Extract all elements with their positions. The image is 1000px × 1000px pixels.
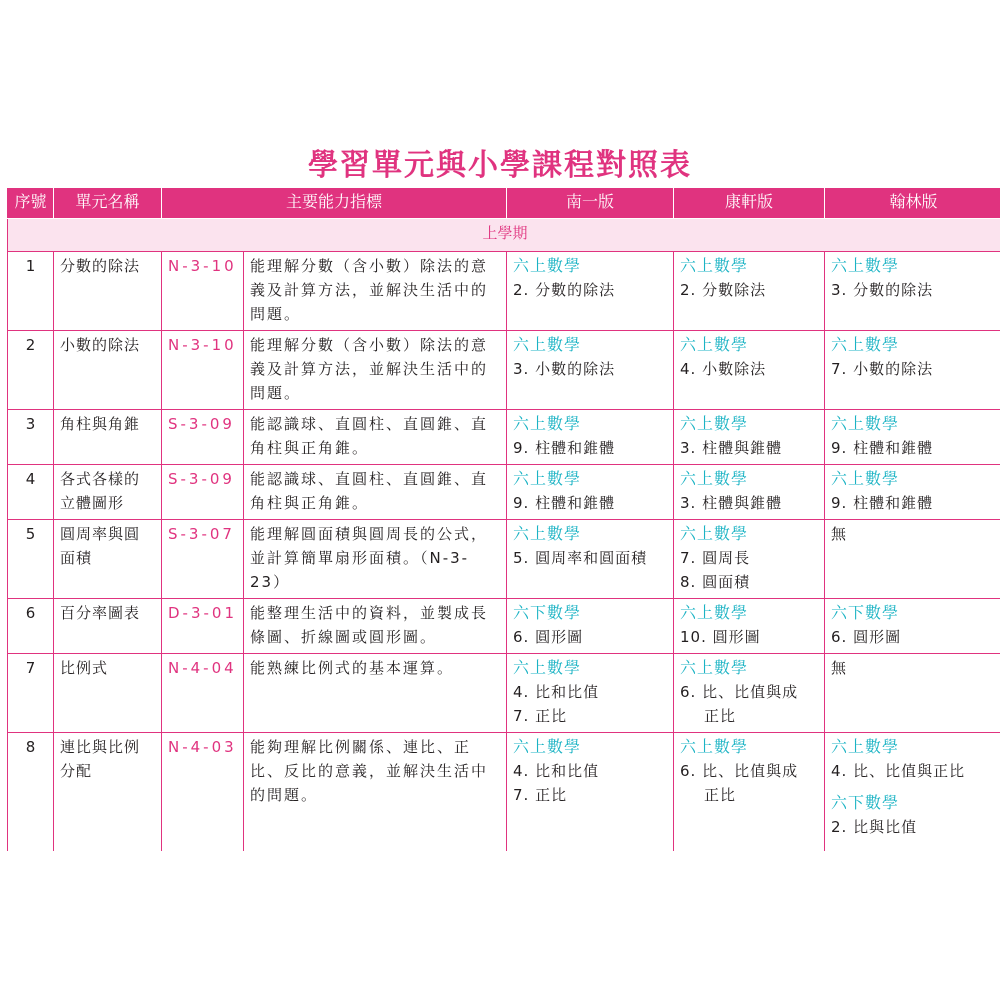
indicator-text: 能認識球、直圓柱、直圓錐、直角柱與正角錐。 <box>244 410 507 465</box>
textbook-nanyi <box>507 654 674 733</box>
chapter-item: 6. 比、比值與成 <box>680 762 799 780</box>
header-hanlin: 翰林版 <box>825 188 1000 219</box>
table-row <box>8 252 1000 331</box>
indicator-text: 能理解圓面積與圓周長的公式，並計算簡單扇形面積。（N-3-23） <box>244 520 507 599</box>
grade-label: 六上數學 <box>513 737 582 756</box>
grade-label: 六上數學 <box>680 469 749 488</box>
grade-label: 六上數學 <box>831 737 900 756</box>
table-row <box>8 331 1000 410</box>
indicator-code: S-3-09 <box>162 410 244 465</box>
table-row <box>8 599 1000 654</box>
grade-label: 六上數學 <box>680 524 749 543</box>
unit-name: 各式各樣的立體圖形 <box>54 465 162 520</box>
header-unit: 單元名稱 <box>54 188 162 219</box>
chapter-item: 9. 柱體和錐體 <box>513 439 616 457</box>
chapter-item: 6. 比、比值與成 <box>680 683 799 701</box>
row-number: 4 <box>8 465 54 520</box>
unit-name: 角柱與角錐 <box>54 410 162 465</box>
curriculum-table <box>7 187 1000 851</box>
textbook-hanlin <box>825 410 1000 465</box>
textbook-nanyi <box>507 599 674 654</box>
chapter-item: 3. 柱體與錐體 <box>680 494 783 512</box>
textbook-nanyi <box>507 465 674 520</box>
grade-label: 六上數學 <box>680 603 749 622</box>
unit-name: 比例式 <box>54 654 162 733</box>
chapter-item: 9. 柱體和錐體 <box>831 494 934 512</box>
table-row <box>8 465 1000 520</box>
indicator-code: N-4-03 <box>162 733 244 852</box>
grade-label: 六下數學 <box>831 793 900 812</box>
chapter-item: 無 <box>831 659 848 677</box>
grade-label: 六上數學 <box>513 524 582 543</box>
chapter-item: 2. 分數的除法 <box>513 281 616 299</box>
chapter-item: 正比 <box>704 786 737 804</box>
header-row <box>8 188 1000 219</box>
term-row <box>8 219 1000 252</box>
chapter-item: 10. 圓形圖 <box>680 628 761 646</box>
header-seq: 序號 <box>8 188 54 219</box>
grade-label: 六上數學 <box>513 335 582 354</box>
textbook-hanlin <box>825 520 1000 599</box>
chapter-item: 8. 圓面積 <box>680 573 751 591</box>
textbook-nanyi <box>507 733 674 852</box>
row-number: 3 <box>8 410 54 465</box>
textbook-nanyi <box>507 410 674 465</box>
textbook-kangxuan <box>674 599 825 654</box>
row-number: 2 <box>8 331 54 410</box>
textbook-hanlin <box>825 465 1000 520</box>
textbook-nanyi <box>507 520 674 599</box>
grade-label: 六上數學 <box>513 658 582 677</box>
indicator-text: 能認識球、直圓柱、直圓錐、直角柱與正角錐。 <box>244 465 507 520</box>
chapter-item: 7. 圓周長 <box>680 549 751 567</box>
indicator-text: 能理解分數（含小數）除法的意義及計算方法，並解決生活中的問題。 <box>244 252 507 331</box>
indicator-text: 能整理生活中的資料，並製成長條圖、折線圖或圓形圖。 <box>244 599 507 654</box>
grade-label: 六下數學 <box>831 603 900 622</box>
textbook-hanlin <box>825 599 1000 654</box>
term-label: 上學期 <box>8 219 1000 252</box>
chapter-item: 4. 比和比值 <box>513 683 600 701</box>
page-title: 學習單元與小學課程對照表 <box>308 148 692 183</box>
chapter-item: 正比 <box>704 707 737 725</box>
unit-name: 圓周率與圓面積 <box>54 520 162 599</box>
textbook-kangxuan <box>674 252 825 331</box>
chapter-item: 4. 小數除法 <box>680 360 767 378</box>
indicator-code: N-4-04 <box>162 654 244 733</box>
chapter-item: 6. 圓形圖 <box>513 628 584 646</box>
indicator-code: S-3-07 <box>162 520 244 599</box>
textbook-hanlin <box>825 331 1000 410</box>
row-number: 8 <box>8 733 54 852</box>
textbook-kangxuan <box>674 465 825 520</box>
textbook-hanlin <box>825 252 1000 331</box>
header-indicator: 主要能力指標 <box>162 188 507 219</box>
chapter-item: 7. 正比 <box>513 786 568 804</box>
grade-label: 六上數學 <box>680 414 749 433</box>
textbook-kangxuan <box>674 410 825 465</box>
grade-label: 六上數學 <box>513 414 582 433</box>
chapter-item: 9. 柱體和錐體 <box>513 494 616 512</box>
grade-label: 六上數學 <box>513 469 582 488</box>
indicator-code: N-3-10 <box>162 252 244 331</box>
grade-label: 六上數學 <box>680 737 749 756</box>
unit-name: 小數的除法 <box>54 331 162 410</box>
grade-label: 六上數學 <box>831 469 900 488</box>
indicator-text: 能夠理解比例關係、連比、正比、反比的意義，並解決生活中的問題。 <box>244 733 507 852</box>
unit-name: 百分率圖表 <box>54 599 162 654</box>
indicator-text: 能理解分數（含小數）除法的意義及計算方法，並解決生活中的問題。 <box>244 331 507 410</box>
textbook-kangxuan <box>674 654 825 733</box>
chapter-item: 3. 分數的除法 <box>831 281 934 299</box>
indicator-text: 能熟練比例式的基本運算。 <box>244 654 507 733</box>
indicator-code: N-3-10 <box>162 331 244 410</box>
table-row <box>8 520 1000 599</box>
chapter-item: 6. 圓形圖 <box>831 628 902 646</box>
grade-label: 六上數學 <box>831 256 900 275</box>
table-row <box>8 654 1000 733</box>
textbook-hanlin <box>825 733 1000 852</box>
grade-label: 六上數學 <box>513 256 582 275</box>
row-number: 5 <box>8 520 54 599</box>
textbook-hanlin <box>825 654 1000 733</box>
row-number: 7 <box>8 654 54 733</box>
chapter-item: 7. 正比 <box>513 707 568 725</box>
grade-label: 六上數學 <box>831 414 900 433</box>
chapter-item: 9. 柱體和錐體 <box>831 439 934 457</box>
chapter-item: 4. 比、比值與正比 <box>831 762 966 780</box>
indicator-code: D-3-01 <box>162 599 244 654</box>
textbook-nanyi <box>507 252 674 331</box>
chapter-item: 無 <box>831 525 848 543</box>
chapter-item: 2. 分數除法 <box>680 281 767 299</box>
textbook-nanyi <box>507 331 674 410</box>
grade-label: 六上數學 <box>831 335 900 354</box>
header-nanyi: 南一版 <box>507 188 674 219</box>
chapter-item: 2. 比與比值 <box>831 818 918 836</box>
grade-label: 六上數學 <box>680 335 749 354</box>
textbook-kangxuan <box>674 331 825 410</box>
grade-label: 六上數學 <box>680 256 749 275</box>
table-row <box>8 410 1000 465</box>
unit-name: 分數的除法 <box>54 252 162 331</box>
grade-label: 六下數學 <box>513 603 582 622</box>
chapter-item: 4. 比和比值 <box>513 762 600 780</box>
chapter-item: 5. 圓周率和圓面積 <box>513 549 648 567</box>
textbook-kangxuan <box>674 520 825 599</box>
textbook-kangxuan <box>674 733 825 852</box>
grade-label: 六上數學 <box>680 658 749 677</box>
row-number: 6 <box>8 599 54 654</box>
unit-name: 連比與比例分配 <box>54 733 162 852</box>
header-kangxuan: 康軒版 <box>674 188 825 219</box>
table-row <box>8 733 1000 852</box>
chapter-item: 7. 小數的除法 <box>831 360 934 378</box>
chapter-item: 3. 柱體與錐體 <box>680 439 783 457</box>
chapter-item: 3. 小數的除法 <box>513 360 616 378</box>
row-number: 1 <box>8 252 54 331</box>
indicator-code: S-3-09 <box>162 465 244 520</box>
